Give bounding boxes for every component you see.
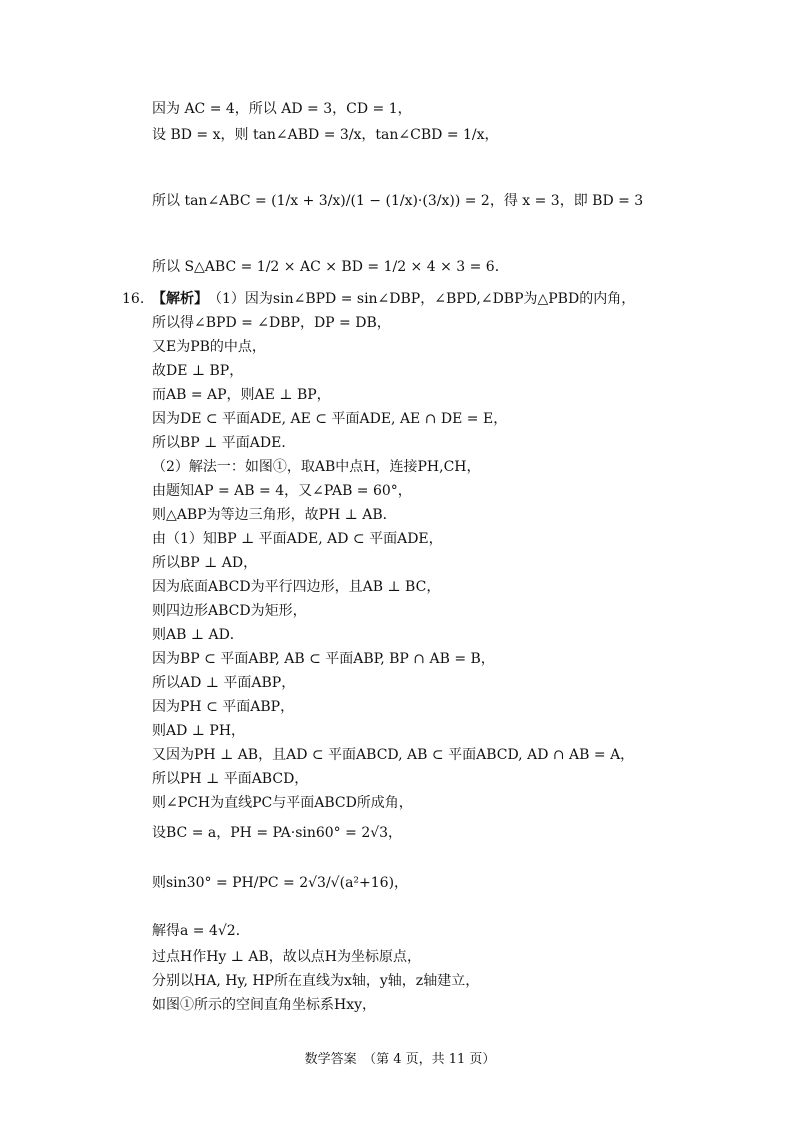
part2-line-14: 所以PH ⊥ 平面ABCD， <box>152 771 309 787</box>
part2-line-11: 因为PH ⊂ 平面ABP， <box>152 699 295 715</box>
part2-line-1: （2）解法一：如图①，取AB中点H，连接PH,CH， <box>152 459 481 475</box>
line-area: 所以 S△ABC = 1/2 × AC × BD = 1/2 × 4 × 3 = 6． <box>152 259 509 275</box>
part1-line-2: 所以得∠BPD = ∠DBP，DP = DB， <box>152 315 391 331</box>
analysis-label: 【解析】 <box>152 291 208 307</box>
part2-line-13: 又因为PH ⊥ AB，且AD ⊂ 平面ABCD, AB ⊂ 平面ABCD, AD ∩ AB = A， <box>152 747 635 763</box>
part2-line-16: 设BC = a，PH = PA·sin60° = 2√3， <box>152 825 403 841</box>
problem-number: 16. <box>122 291 145 307</box>
part2-line-12: 则AD ⊥ PH， <box>152 723 246 739</box>
line-tan-abc: 所以 tan∠ABC = (1/x + 3/x)/(1 − (1/x)·(3/x)) = 2，得 x = 3，即 BD = 3 <box>152 193 644 209</box>
part2-line-2: 由题知AP = AB = 4，又∠PAB = 60°， <box>152 483 412 499</box>
part2-line-6: 因为底面ABCD为平行四边形，且AB ⊥ BC， <box>152 579 441 595</box>
part2-line-10: 所以AD ⊥ 平面ABP， <box>152 675 296 691</box>
part2-line-7: 则四边形ABCD为矩形， <box>152 603 307 619</box>
part2-line-18: 解得a = 4√2． <box>152 923 250 939</box>
page-footer: 数学答案 （第 4 页，共 11 页） <box>304 1052 496 1067</box>
part1-line-7: 所以BP ⊥ 平面ADE． <box>152 435 296 451</box>
line-tan-abd: 设 BD = x，则 tan∠ABD = 3/x，tan∠CBD = 1/x， <box>152 127 499 143</box>
part2-line-8: 则AB ⊥ AD． <box>152 627 244 643</box>
part2-line-19: 过点H作Hy ⊥ AB，故以点H为坐标原点， <box>152 949 422 965</box>
part1-line-4: 故DE ⊥ BP， <box>152 363 244 379</box>
part1-line-5: 而AB = AP，则AE ⊥ BP， <box>152 387 331 403</box>
part2-line-21: 如图①所示的空间直角坐标系Hxy， <box>152 997 377 1013</box>
part2-line-4: 由（1）知BP ⊥ 平面ADE, AD ⊂ 平面ADE， <box>152 531 443 547</box>
line-ac-ad: 因为 AC = 4，所以 AD = 3，CD = 1， <box>152 101 412 117</box>
part1-line-6: 因为DE ⊂ 平面ADE, AE ⊂ 平面ADE, AE ∩ DE = E， <box>152 411 508 427</box>
part1-line-3: 又E为PB的中点， <box>152 339 266 355</box>
part2-line-5: 所以BP ⊥ AD， <box>152 555 258 571</box>
part2-line-3: 则△ABP为等边三角形，故PH ⊥ AB． <box>152 507 397 523</box>
part2-line-17: 则sin30° = PH/PC = 2√3/√(a²+16)， <box>152 875 409 891</box>
part1-line-1: （1）因为sin∠BPD = sin∠DBP，∠BPD,∠DBP为△PBD的内角， <box>208 291 636 307</box>
part2-line-15: 则∠PCH为直线PC与平面ABCD所成角， <box>152 795 413 811</box>
part2-line-20: 分别以HA, Hy, HP所在直线为x轴，y轴，z轴建立， <box>152 973 480 989</box>
part2-line-9: 因为BP ⊂ 平面ABP, AB ⊂ 平面ABP, BP ∩ AB = B， <box>152 651 495 667</box>
